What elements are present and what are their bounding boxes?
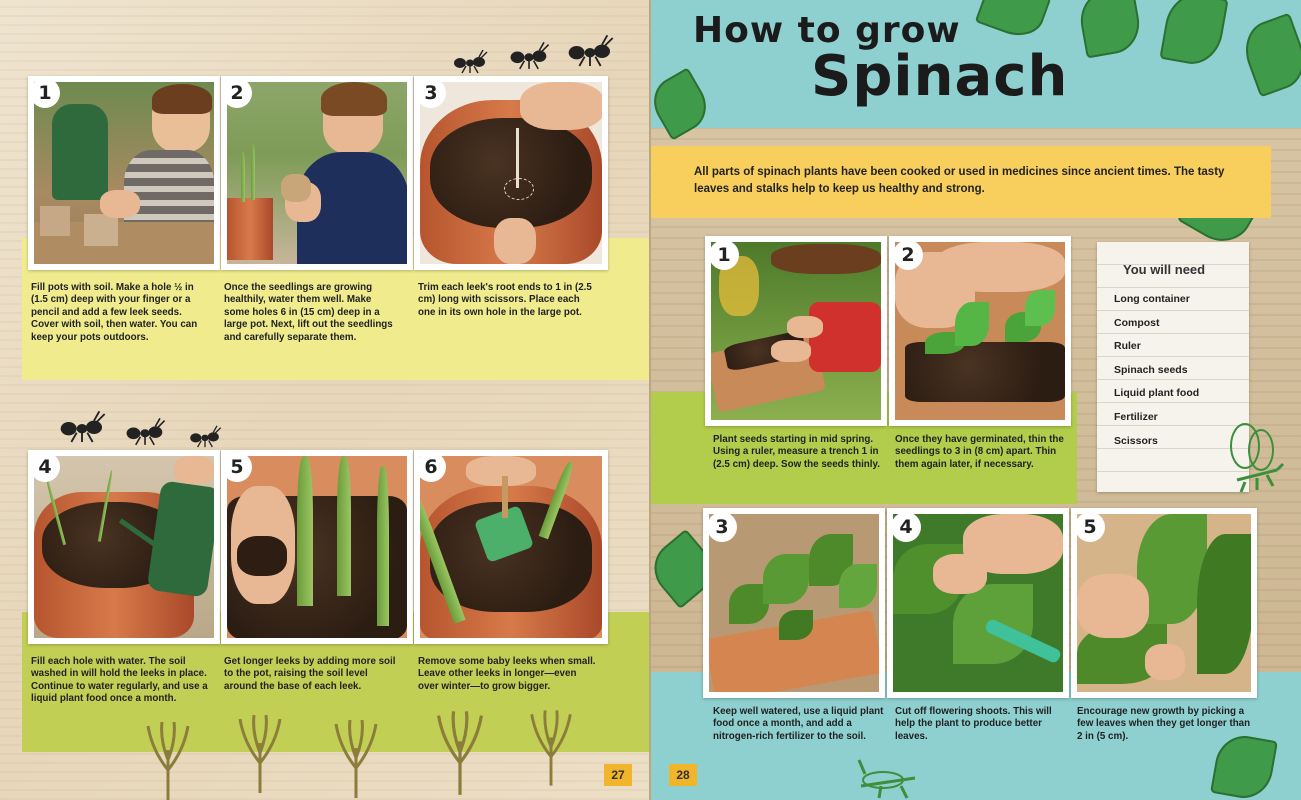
step-1-caption: Fill pots with soil. Make a hole ½ in (1.5 cm) deep with your finger or a pencil and add a few leek seeds. Cover with soil, then water. You can keep your pots outdoors.	[31, 282, 198, 343]
spinach-step-1-caption: Plant seeds starting in mid spring. Using a ruler, measure a trench 1 in (2.5 cm) deep. Sow the seeds thinly.	[713, 434, 880, 470]
right-page	[651, 0, 1301, 800]
ant-icon	[124, 416, 166, 446]
ant-icon	[188, 424, 222, 448]
step-1-number: 1	[30, 78, 60, 108]
spinach-step-4-number: 4	[891, 512, 921, 542]
spinach-step-2-number: 2	[893, 240, 923, 270]
spinach-step-3-number: 3	[707, 512, 737, 542]
title-line-2: Spinach	[811, 44, 1069, 109]
need-item: Long container	[1114, 293, 1190, 305]
intro-text: All parts of spinach plants have been cooked or used in medicines since ancient times. The tasty leaves and stalks help to keep us healthy and strong.	[694, 166, 1225, 195]
step-4-photo	[28, 450, 220, 644]
step-5-photo	[221, 450, 413, 644]
spinach-step-3-caption: Keep well watered, use a liquid plant food once a month, and add a nitrogen-rich fertilizer to the soil.	[713, 706, 884, 742]
step-2-caption: Once the seedlings are growing healthily, water them well. Make some holes 6 in (15 cm) deep in a large pot. Next, lift out the seedlings and carefully separate them.	[224, 282, 393, 343]
insect-icon	[851, 756, 925, 800]
spinach-step-5-number: 5	[1075, 512, 1105, 542]
you-will-need-title: You will need	[1123, 262, 1206, 277]
need-item: Scissors	[1114, 434, 1158, 447]
need-item: Liquid plant food	[1114, 387, 1200, 400]
step-1-photo	[28, 76, 220, 270]
left-page	[0, 0, 650, 800]
ant-icon	[508, 40, 550, 70]
you-will-need-list	[1114, 292, 1199, 457]
leek-sprig-icon	[232, 706, 288, 800]
leek-sprig-icon	[430, 704, 490, 800]
insect-icon	[1217, 420, 1287, 500]
need-item: Spinach seeds	[1114, 363, 1188, 376]
leek-sprig-icon	[140, 720, 196, 800]
step-6-number: 6	[416, 452, 446, 482]
step-5-number: 5	[222, 452, 252, 482]
step-4-caption: Fill each hole with water. The soil washed in will hold the leeks in place. Continue to water regularly, and use a liquid plant food once a month.	[31, 656, 208, 705]
need-item: Compost	[1114, 316, 1160, 329]
spinach-step-4-caption: Cut off flowering shoots. This will help the plant to produce better leaves.	[895, 706, 1052, 742]
step-3-photo	[414, 76, 608, 270]
spinach-step-5-caption: Encourage new growth by picking a few leaves when they get longer than 2 in (5 cm).	[1077, 706, 1251, 742]
step-3-number: 3	[416, 78, 446, 108]
need-item: Fertilizer	[1114, 410, 1158, 423]
step-2-photo	[221, 76, 413, 270]
title-line-1: How to grow	[693, 10, 961, 51]
step-3-caption: Trim each leek's root ends to 1 in (2.5 cm) long with scissors. Place each one in its own hole in the large pot.	[418, 282, 592, 318]
step-2-number: 2	[222, 78, 252, 108]
ant-icon	[452, 48, 488, 74]
spinach-step-2-caption: Once they have germinated, thin the seedlings to 3 in (8 cm) apart. Thin them again later, if necessary.	[895, 434, 1064, 470]
need-item: Ruler	[1114, 340, 1141, 353]
ant-icon	[58, 408, 106, 444]
leek-sprig-icon	[328, 716, 384, 800]
step-4-number: 4	[30, 452, 60, 482]
page-number-right: 28	[669, 764, 697, 786]
page-number-left: 27	[604, 764, 632, 786]
step-5-caption: Get longer leeks by adding more soil to the pot, raising the soil level around the base of each leek.	[224, 656, 396, 692]
step-6-photo	[414, 450, 608, 644]
intro-band	[651, 146, 1271, 218]
step-6-caption: Remove some baby leeks when small. Leave other leeks in longer—even over winter—to grow bigger.	[418, 656, 596, 692]
leek-sprig-icon	[524, 694, 578, 800]
ant-icon	[566, 32, 614, 68]
spinach-step-1-number: 1	[709, 240, 739, 270]
